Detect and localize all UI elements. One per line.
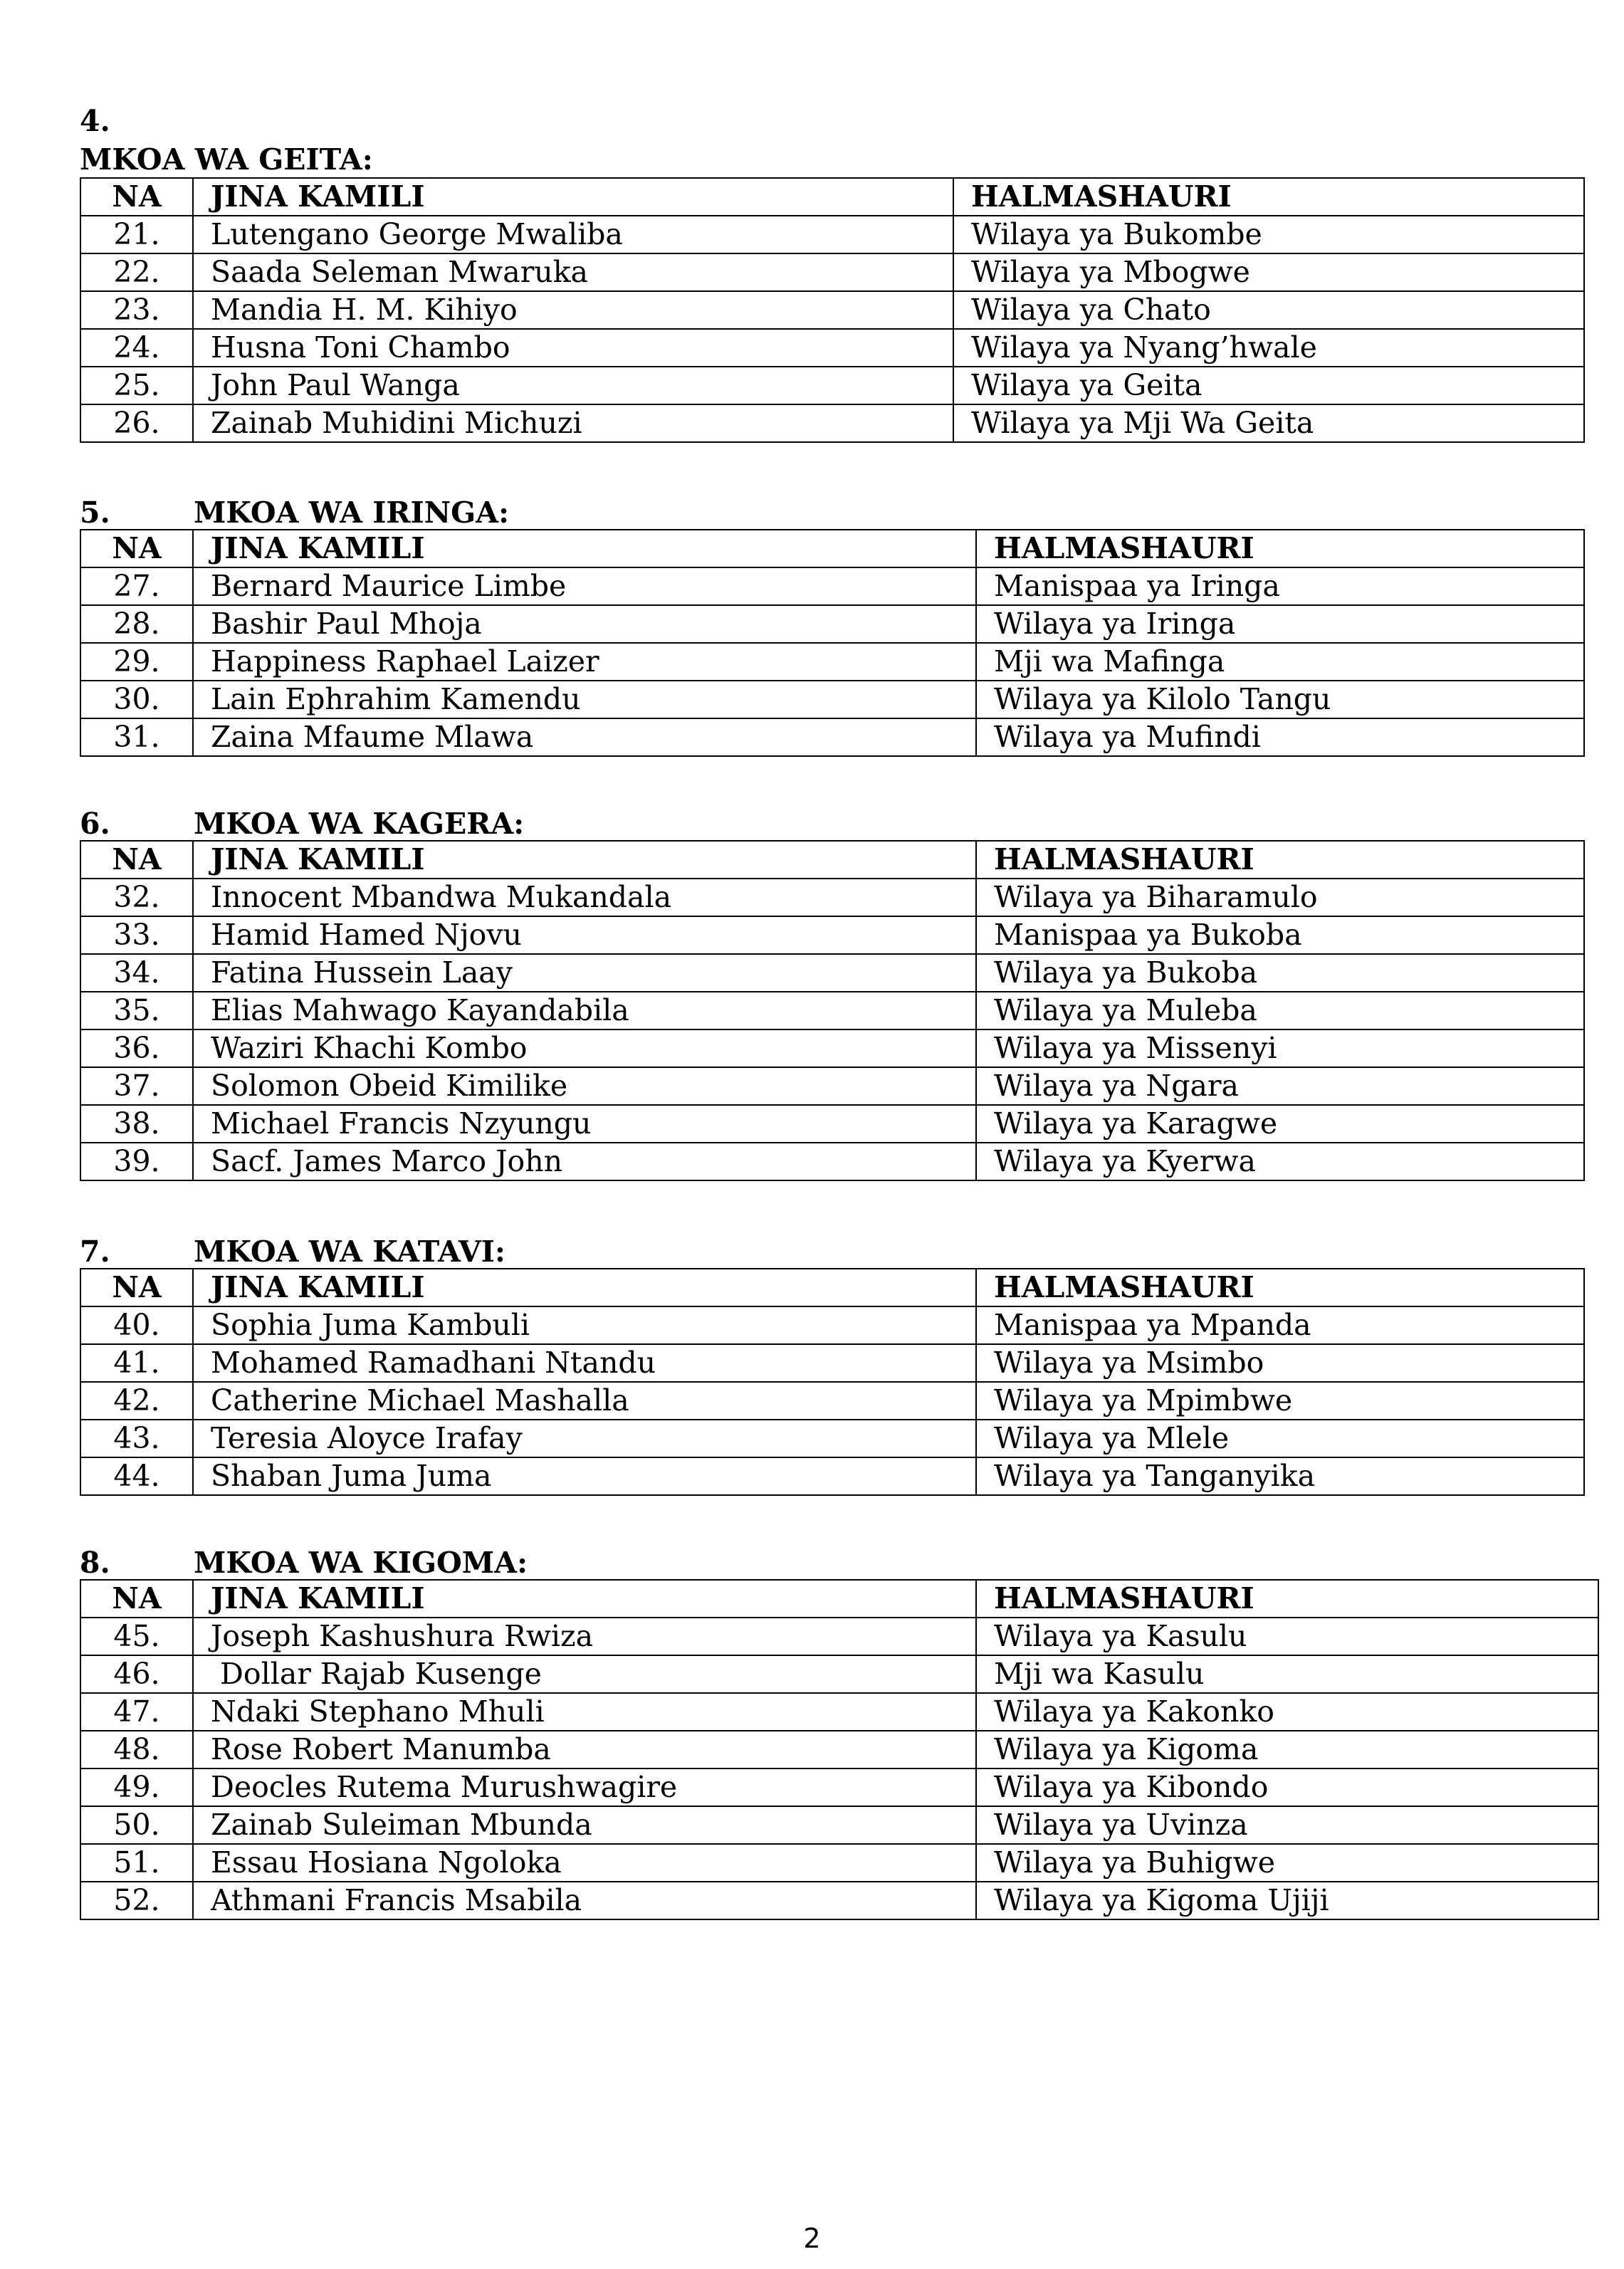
full-name: Waziri Khachi Kombo	[193, 1029, 976, 1067]
council-name: Wilaya ya Kibondo	[976, 1768, 1598, 1806]
full-name: Deocles Rutema Murushwagire	[193, 1768, 976, 1806]
full-name: Mohamed Ramadhani Ntandu	[193, 1344, 976, 1382]
table-row	[80, 605, 1584, 643]
table-row	[80, 1693, 1598, 1731]
full-name: Elias Mahwago Kayandabila	[193, 992, 976, 1029]
table-row	[80, 1029, 1584, 1067]
table-row	[80, 1306, 1584, 1344]
row-number: 43.	[80, 1420, 193, 1457]
table-row	[80, 1382, 1584, 1420]
table-row	[80, 291, 1584, 329]
row-number: 28.	[80, 605, 193, 643]
council-name: Manispaa ya Bukoba	[976, 916, 1584, 954]
council-name: Wilaya ya Buhigwe	[976, 1844, 1598, 1882]
council-name: Wilaya ya Uvinza	[976, 1806, 1598, 1844]
section-number: 6.	[80, 807, 110, 841]
full-name: Solomon Obeid Kimilike	[193, 1067, 976, 1105]
council-name: Wilaya ya Kakonko	[976, 1693, 1598, 1731]
row-number: 23.	[80, 291, 193, 329]
column-header-name: JINA KAMILI	[193, 530, 976, 567]
row-number: 31.	[80, 718, 193, 756]
row-number: 32.	[80, 879, 193, 916]
full-name: Catherine Michael Mashalla	[193, 1382, 976, 1420]
full-name: Bernard Maurice Limbe	[193, 567, 976, 605]
table-header-row	[80, 1269, 1584, 1306]
row-number: 34.	[80, 954, 193, 992]
row-number: 33.	[80, 916, 193, 954]
council-name: Wilaya ya Tanganyika	[976, 1457, 1584, 1495]
row-number: 48.	[80, 1731, 193, 1768]
council-name: Wilaya ya Ngara	[976, 1067, 1584, 1105]
section-title: MKOA WA GEITA:	[80, 142, 373, 177]
table-row	[80, 1882, 1598, 1919]
table-row	[80, 216, 1584, 253]
section-title: MKOA WA KATAVI:	[194, 1235, 505, 1269]
council-name: Wilaya ya Kigoma Ujiji	[976, 1882, 1598, 1919]
section-number: 8.	[80, 1546, 110, 1580]
council-name: Wilaya ya Geita	[953, 367, 1584, 404]
council-name: Wilaya ya Bukombe	[953, 216, 1584, 253]
column-header-council: HALMASHAURI	[976, 1269, 1584, 1306]
council-name: Wilaya ya Bukoba	[976, 954, 1584, 992]
region-table-geita	[80, 177, 1585, 443]
row-number: 26.	[80, 404, 193, 442]
region-table-iringa	[80, 529, 1585, 757]
full-name: Essau Hosiana Ngoloka	[193, 1844, 976, 1882]
full-name: Happiness Raphael Laizer	[193, 643, 976, 681]
column-header-council: HALMASHAURI	[976, 841, 1584, 879]
column-header-council: HALMASHAURI	[953, 178, 1584, 216]
council-name: Wilaya ya Mbogwe	[953, 253, 1584, 291]
table-row	[80, 916, 1584, 954]
full-name: Athmani Francis Msabila	[193, 1882, 976, 1919]
page-number: 2	[803, 2223, 821, 2254]
column-header-name: JINA KAMILI	[193, 1580, 976, 1618]
row-number: 41.	[80, 1344, 193, 1382]
table-row	[80, 1806, 1598, 1844]
council-name: Wilaya ya Missenyi	[976, 1029, 1584, 1067]
section-number: 7.	[80, 1235, 110, 1269]
row-number: 36.	[80, 1029, 193, 1067]
council-name: Wilaya ya Mufindi	[976, 718, 1584, 756]
row-number: 25.	[80, 367, 193, 404]
table-row	[80, 1344, 1584, 1382]
row-number: 44.	[80, 1457, 193, 1495]
table-row	[80, 718, 1584, 756]
table-row	[80, 879, 1584, 916]
council-name: Mji wa Mafinga	[976, 643, 1584, 681]
row-number: 29.	[80, 643, 193, 681]
full-name: Mandia H. M. Kihiyo	[193, 291, 953, 329]
column-header-na: NA	[80, 841, 193, 879]
table-row	[80, 954, 1584, 992]
region-table-kagera	[80, 840, 1585, 1181]
table-row	[80, 1731, 1598, 1768]
row-number: 30.	[80, 681, 193, 718]
full-name: Zainab Suleiman Mbunda	[193, 1806, 976, 1844]
table-row	[80, 1768, 1598, 1806]
row-number: 21.	[80, 216, 193, 253]
full-name: Lutengano George Mwaliba	[193, 216, 953, 253]
row-number: 46.	[80, 1655, 193, 1693]
council-name: Wilaya ya Kyerwa	[976, 1143, 1584, 1180]
council-name: Manispaa ya Mpanda	[976, 1306, 1584, 1344]
column-header-name: JINA KAMILI	[193, 1269, 976, 1306]
table-row	[80, 253, 1584, 291]
council-name: Wilaya ya Biharamulo	[976, 879, 1584, 916]
council-name: Wilaya ya Karagwe	[976, 1105, 1584, 1143]
table-header-row	[80, 1580, 1598, 1618]
column-header-name: JINA KAMILI	[193, 178, 953, 216]
row-number: 27.	[80, 567, 193, 605]
table-row	[80, 567, 1584, 605]
table-row	[80, 1067, 1584, 1105]
full-name: Lain Ephrahim Kamendu	[193, 681, 976, 718]
full-name: Ndaki Stephano Mhuli	[193, 1693, 976, 1731]
council-name: Wilaya ya Kilolo Tangu	[976, 681, 1584, 718]
council-name: Manispaa ya Iringa	[976, 567, 1584, 605]
full-name: Hamid Hamed Njovu	[193, 916, 976, 954]
full-name: Zainab Muhidini Michuzi	[193, 404, 953, 442]
table-header-row	[80, 530, 1584, 567]
table-row	[80, 329, 1584, 367]
row-number: 38.	[80, 1105, 193, 1143]
row-number: 50.	[80, 1806, 193, 1844]
row-number: 42.	[80, 1382, 193, 1420]
full-name: John Paul Wanga	[193, 367, 953, 404]
table-row	[80, 1420, 1584, 1457]
full-name: Shaban Juma Juma	[193, 1457, 976, 1495]
row-number: 47.	[80, 1693, 193, 1731]
full-name: Innocent Mbandwa Mukandala	[193, 879, 976, 916]
section-title: MKOA WA KIGOMA:	[194, 1546, 528, 1580]
column-header-na: NA	[80, 1580, 193, 1618]
row-number: 37.	[80, 1067, 193, 1105]
section-number: 4.	[80, 104, 110, 138]
council-name: Wilaya ya Chato	[953, 291, 1584, 329]
council-name: Wilaya ya Msimbo	[976, 1344, 1584, 1382]
table-row	[80, 1105, 1584, 1143]
section-title: MKOA WA KAGERA:	[194, 807, 525, 841]
council-name: Wilaya ya Kigoma	[976, 1731, 1598, 1768]
table-row	[80, 367, 1584, 404]
full-name: Teresia Aloyce Irafay	[193, 1420, 976, 1457]
full-name: Sophia Juma Kambuli	[193, 1306, 976, 1344]
council-name: Wilaya ya Mji Wa Geita	[953, 404, 1584, 442]
full-name: Bashir Paul Mhoja	[193, 605, 976, 643]
full-name: Rose Robert Manumba	[193, 1731, 976, 1768]
row-number: 22.	[80, 253, 193, 291]
full-name: Michael Francis Nzyungu	[193, 1105, 976, 1143]
column-header-na: NA	[80, 530, 193, 567]
row-number: 52.	[80, 1882, 193, 1919]
council-name: Wilaya ya Mpimbwe	[976, 1382, 1584, 1420]
table-row	[80, 1618, 1598, 1655]
row-number: 24.	[80, 329, 193, 367]
table-row	[80, 404, 1584, 442]
table-row	[80, 1143, 1584, 1180]
row-number: 39.	[80, 1143, 193, 1180]
row-number: 40.	[80, 1306, 193, 1344]
council-name: Wilaya ya Mlele	[976, 1420, 1584, 1457]
row-number: 45.	[80, 1618, 193, 1655]
column-header-council: HALMASHAURI	[976, 530, 1584, 567]
full-name: Fatina Hussein Laay	[193, 954, 976, 992]
column-header-council: HALMASHAURI	[976, 1580, 1598, 1618]
column-header-na: NA	[80, 178, 193, 216]
row-number: 51.	[80, 1844, 193, 1882]
column-header-name: JINA KAMILI	[193, 841, 976, 879]
row-number: 35.	[80, 992, 193, 1029]
table-row	[80, 1457, 1584, 1495]
table-header-row	[80, 841, 1584, 879]
full-name: Joseph Kashushura Rwiza	[193, 1618, 976, 1655]
council-name: Wilaya ya Muleba	[976, 992, 1584, 1029]
table-header-row	[80, 178, 1584, 216]
table-row	[80, 681, 1584, 718]
section-title: MKOA WA IRINGA:	[194, 496, 510, 530]
table-row	[80, 1655, 1598, 1693]
council-name: Wilaya ya Kasulu	[976, 1618, 1598, 1655]
table-row	[80, 1844, 1598, 1882]
section-number: 5.	[80, 496, 110, 530]
full-name: Zaina Mfaume Mlawa	[193, 718, 976, 756]
table-row	[80, 643, 1584, 681]
full-name: Dollar Rajab Kusenge	[193, 1655, 976, 1693]
full-name: Sacf. James Marco John	[193, 1143, 976, 1180]
council-name: Mji wa Kasulu	[976, 1655, 1598, 1693]
table-row	[80, 992, 1584, 1029]
council-name: Wilaya ya Nyang’hwale	[953, 329, 1584, 367]
full-name: Husna Toni Chambo	[193, 329, 953, 367]
row-number: 49.	[80, 1768, 193, 1806]
region-table-katavi	[80, 1268, 1585, 1496]
council-name: Wilaya ya Iringa	[976, 605, 1584, 643]
column-header-na: NA	[80, 1269, 193, 1306]
region-table-kigoma	[80, 1579, 1599, 1920]
full-name: Saada Seleman Mwaruka	[193, 253, 953, 291]
